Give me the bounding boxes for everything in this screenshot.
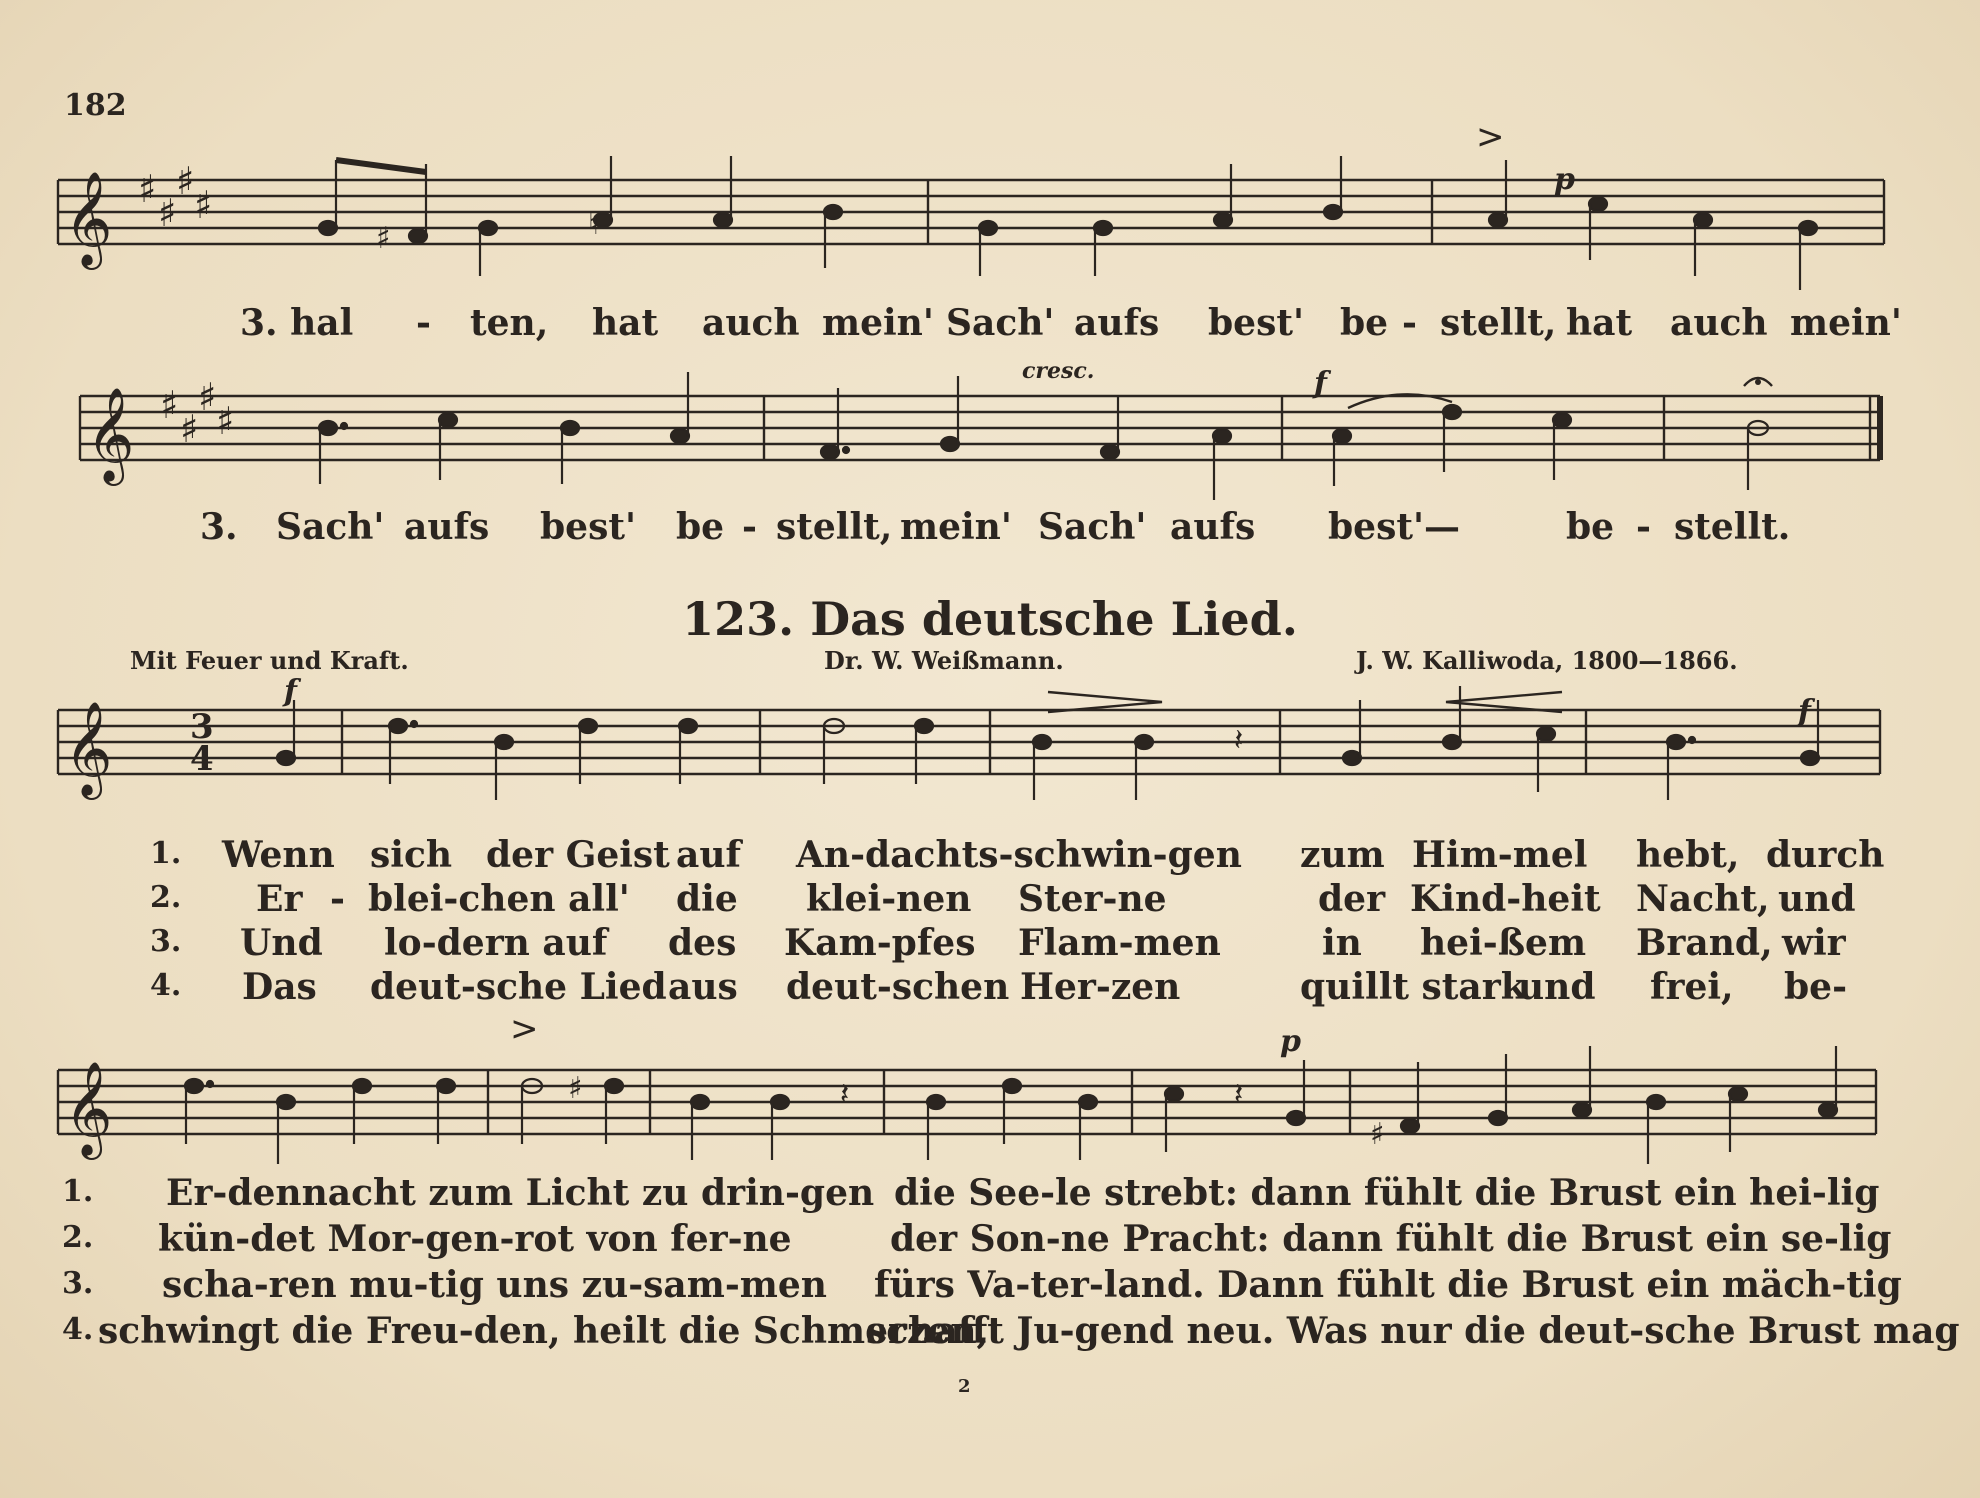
lyric-syllable: - xyxy=(1402,302,1417,344)
verse-row xyxy=(0,1310,1980,1354)
dynamic-p-1: p xyxy=(1554,162,1575,197)
lyric-syllable: best' xyxy=(540,506,636,548)
verses-block-a xyxy=(0,834,1980,1024)
verse-word: Ster-ne xyxy=(1018,878,1167,920)
svg-text:♮: ♮ xyxy=(588,207,599,242)
svg-text:♯: ♯ xyxy=(158,191,177,235)
svg-text:𝄽: 𝄽 xyxy=(1234,1077,1244,1112)
lyric-syllable: aufs xyxy=(1170,506,1256,548)
verse-word: durch xyxy=(1766,834,1885,876)
dynamic-f-start: f xyxy=(284,674,297,709)
lyric-syllable: be xyxy=(1566,506,1615,548)
verse-number: 2. xyxy=(150,880,182,915)
verse-row xyxy=(0,878,1980,922)
verse-row xyxy=(0,1172,1980,1216)
verse-word: klei-nen xyxy=(806,878,972,920)
verse-word: und xyxy=(1778,878,1856,920)
lyrics-line-2 xyxy=(0,506,1980,550)
lyric-syllable: mein' xyxy=(1790,302,1902,344)
time-signature-bottom: 4 xyxy=(190,739,214,779)
verse-number: 1. xyxy=(150,836,182,871)
verse-text-b: der Son-ne Pracht: dann fühlt die Brust ein se-lig xyxy=(890,1218,1892,1260)
lyric-syllable: best' xyxy=(1328,506,1424,548)
verse-word: An-dachts-schwin-gen xyxy=(796,834,1242,876)
verse-word: zum xyxy=(1300,834,1385,876)
treble-clef-icon: 𝄞 xyxy=(64,1061,113,1156)
lyric-syllable: be xyxy=(1340,302,1389,344)
svg-text:𝄽: 𝄽 xyxy=(840,1077,850,1112)
dynamic-p-2: p xyxy=(1280,1024,1301,1059)
lyric-syllable: aufs xyxy=(404,506,490,548)
verse-word: blei-chen all' xyxy=(368,878,630,920)
verse-text-a: kün-det Mor-gen-rot von fer-ne xyxy=(158,1218,792,1260)
lyric-syllable: aufs xyxy=(1074,302,1160,344)
verse-word: Kind-heit xyxy=(1410,878,1601,920)
lyric-syllable: mein' xyxy=(822,302,934,344)
verse-number: 3. xyxy=(150,924,182,959)
verse-word: lo-dern auf xyxy=(384,922,608,964)
verse-word: der xyxy=(1318,878,1386,920)
verse-word: Brand, xyxy=(1636,922,1773,964)
lyrics-line-1 xyxy=(0,302,1980,346)
verse-word: quillt stark xyxy=(1300,966,1526,1008)
svg-text:♯: ♯ xyxy=(216,399,235,443)
svg-text:♯: ♯ xyxy=(180,407,199,451)
verse-word: Flam-men xyxy=(1018,922,1221,964)
svg-text:♯: ♯ xyxy=(138,167,157,211)
verse-text-a: Er-dennacht zum Licht zu drin-gen xyxy=(166,1172,875,1214)
lyric-syllable: auch xyxy=(1670,302,1768,344)
verses-block-b xyxy=(0,1172,1980,1362)
svg-text:>: > xyxy=(510,1009,539,1049)
lyricist-credit: Dr. W. Weißmann. xyxy=(824,646,1064,675)
verse-number: 4. xyxy=(62,1312,94,1347)
lyric-syllable: hat xyxy=(592,302,659,344)
verse-word: - xyxy=(330,878,345,920)
tempo-marking: Mit Feuer und Kraft. xyxy=(130,646,409,675)
staff-system-2 xyxy=(80,366,1890,516)
verse-text-b: fürs Va-ter-land. Dann fühlt die Brust ein mäch-tig xyxy=(874,1264,1902,1306)
verse-number: 3. xyxy=(62,1266,94,1301)
svg-text:𝄽: 𝄽 xyxy=(1234,723,1244,758)
verse-row xyxy=(0,1218,1980,1262)
verse-word: Wenn xyxy=(222,834,335,876)
verse-word: hei-ßem xyxy=(1420,922,1587,964)
svg-text:♯: ♯ xyxy=(198,375,217,419)
verse-text-a: schwingt die Freu-den, heilt die Schmerzen, xyxy=(98,1310,990,1352)
verse-word: Her-zen xyxy=(1020,966,1181,1008)
lyric-syllable: - xyxy=(1636,506,1651,548)
lyric-syllable: Sach' xyxy=(946,302,1055,344)
treble-clef-icon: 𝄞 xyxy=(64,701,113,796)
lyric-syllable: hat xyxy=(1566,302,1633,344)
dynamic-f-2: f xyxy=(1314,366,1327,401)
lyric-syllable: - xyxy=(742,506,757,548)
verse-number: 4. xyxy=(150,968,182,1003)
verse-number: 1. xyxy=(62,1174,94,1209)
verse-word: die xyxy=(676,878,738,920)
verse-word: deut-sche Lied xyxy=(370,966,667,1008)
lyric-syllable: stellt. xyxy=(1674,506,1791,548)
verse-word: Das xyxy=(242,966,317,1008)
lyric-syllable: best' xyxy=(1208,302,1304,344)
treble-clef-icon: 𝄞 xyxy=(64,171,113,266)
lyric-syllable: Sach' xyxy=(1038,506,1147,548)
verse-word: hebt, xyxy=(1636,834,1740,876)
lyric-syllable: 3. xyxy=(200,506,238,548)
verse-word: deut-schen xyxy=(786,966,1010,1008)
verse-word: aus xyxy=(668,966,738,1008)
signature-mark: 2 xyxy=(958,1376,971,1397)
verse-word: frei, xyxy=(1650,966,1734,1008)
verse-word: wir xyxy=(1782,922,1846,964)
verse-word: und xyxy=(1518,966,1596,1008)
verse-row xyxy=(0,966,1980,1010)
verse-word: der Geist xyxy=(486,834,670,876)
verse-word: be- xyxy=(1784,966,1848,1008)
page-number: 182 xyxy=(64,88,127,123)
verse-word: Und xyxy=(240,922,323,964)
dynamic-cresc: cresc. xyxy=(1022,358,1095,384)
staff-system-3 xyxy=(58,680,1888,830)
svg-text:♯: ♯ xyxy=(376,221,391,256)
lyric-syllable: — xyxy=(1424,506,1460,548)
verse-word: Kam-pfes xyxy=(784,922,976,964)
verse-word: auf xyxy=(676,834,741,876)
verse-word: Er xyxy=(256,878,303,920)
dynamic-f-end: f xyxy=(1798,694,1811,729)
staff-system-1 xyxy=(58,117,1888,310)
staff-system-4 xyxy=(58,1009,1888,1190)
verse-word: in xyxy=(1322,922,1362,964)
song-title: 123. Das deutsche Lied. xyxy=(682,592,1298,646)
verse-number: 2. xyxy=(62,1220,94,1255)
lyric-syllable: be xyxy=(676,506,725,548)
verse-word: sich xyxy=(370,834,453,876)
lyric-syllable: Sach' xyxy=(276,506,385,548)
lyric-syllable: stellt, xyxy=(776,506,893,548)
lyric-syllable: ten, xyxy=(470,302,549,344)
lyric-syllable: stellt, xyxy=(1440,302,1557,344)
verse-word: des xyxy=(668,922,737,964)
svg-text:♯: ♯ xyxy=(194,183,213,227)
svg-text:♯: ♯ xyxy=(568,1071,583,1106)
svg-text:♯: ♯ xyxy=(176,159,195,203)
lyric-syllable: auch xyxy=(702,302,800,344)
time-signature-top: 3 xyxy=(190,707,214,747)
verse-word: Him-mel xyxy=(1412,834,1588,876)
lyric-syllable: - xyxy=(416,302,431,344)
svg-text:♯: ♯ xyxy=(160,383,179,427)
svg-text:>: > xyxy=(1476,117,1505,157)
verse-row xyxy=(0,922,1980,966)
verse-text-b: schafft Ju-gend neu. Was nur die deut-sche Brust mag xyxy=(866,1310,1960,1352)
verse-word: Nacht, xyxy=(1636,878,1770,920)
lyric-syllable: mein' xyxy=(900,506,1012,548)
svg-text:♯: ♯ xyxy=(1370,1117,1385,1152)
lyric-syllable: 3. hal xyxy=(240,302,354,344)
verse-text-a: scha-ren mu-tig uns zu-sam-men xyxy=(162,1264,827,1306)
verse-row xyxy=(0,1264,1980,1308)
composer-credit: J. W. Kalliwoda, 1800—1866. xyxy=(1356,646,1738,675)
verse-text-b: die See-le strebt: dann fühlt die Brust ein hei-lig xyxy=(894,1172,1880,1214)
treble-clef-icon: 𝄞 xyxy=(86,387,135,482)
verse-row xyxy=(0,834,1980,878)
